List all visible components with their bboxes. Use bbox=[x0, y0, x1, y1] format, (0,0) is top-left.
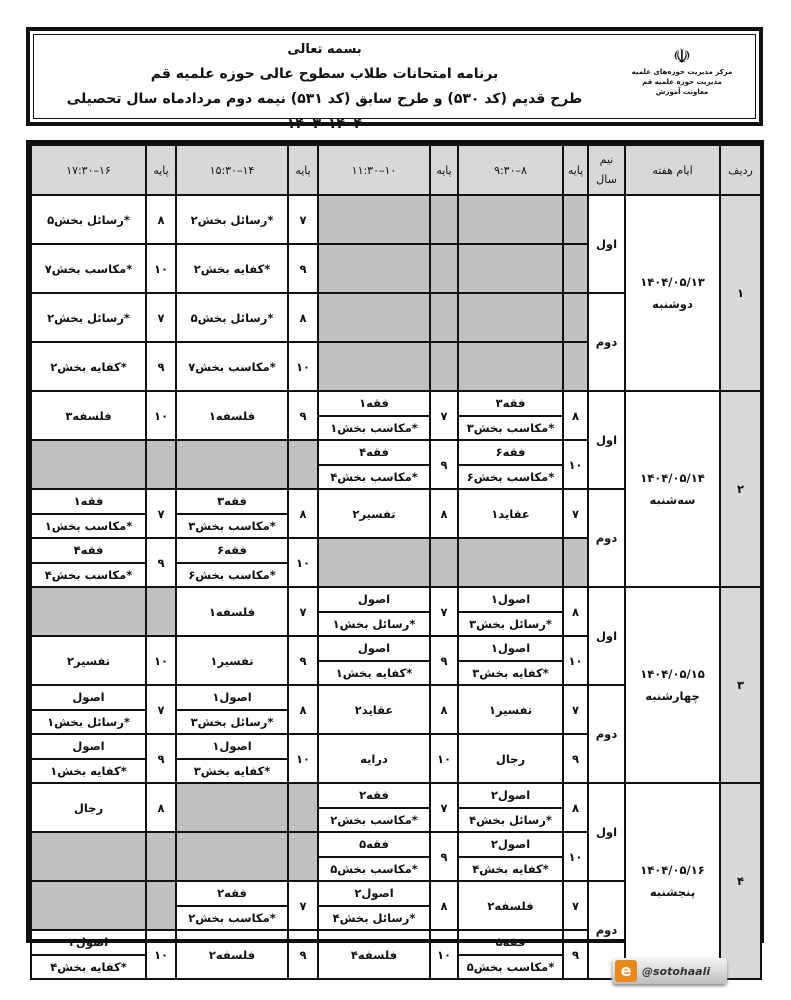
exam-subject: اصول۱ bbox=[458, 587, 563, 612]
empty-slot bbox=[31, 881, 146, 930]
grade-level: ۷ bbox=[430, 391, 458, 440]
exam-subject: اصول۱ bbox=[176, 734, 288, 759]
grade-level: ۸ bbox=[146, 195, 176, 244]
grade-level: ۷ bbox=[430, 587, 458, 636]
grade-level: ۸ bbox=[430, 489, 458, 538]
exam-subject: تفسیر۱ bbox=[176, 636, 288, 685]
semester-half: اول bbox=[588, 195, 625, 293]
grade-level: ۸ bbox=[288, 685, 318, 734]
grade-level: ۷ bbox=[146, 685, 176, 734]
grade-level: ۹ bbox=[563, 930, 588, 979]
exam-subject: عقاید۲ bbox=[318, 685, 430, 734]
exam-subject: فقه۱ bbox=[318, 391, 430, 416]
column-header-slot-3: ۱۴–۱۵:۳۰ bbox=[176, 145, 288, 195]
exam-date: ۱۴۰۴/۰۵/۱۳ bbox=[640, 275, 705, 289]
grade-level: ۸ bbox=[146, 783, 176, 832]
exam-day bbox=[625, 391, 720, 587]
empty-slot bbox=[318, 244, 430, 293]
schedule-subtitle: طرح قدیم (کد ۵۳۰) و طرح سابق (کد ۵۳۱) نیمه دوم مردادماه سال تحصیلی ۱۴۰۴–۱۴۰۳ bbox=[66, 91, 583, 132]
grade-level: ۱۰ bbox=[146, 636, 176, 685]
exam-subject: اصول bbox=[318, 636, 430, 661]
grade-level: ۷ bbox=[146, 293, 176, 342]
grade-level bbox=[288, 440, 318, 489]
exam-subject: فقه۴ bbox=[31, 538, 146, 563]
exam-subject-section: *رسائل بخش۳ bbox=[176, 710, 288, 735]
exam-subject: فقه۶ bbox=[176, 538, 288, 563]
grade-level: ۱۰ bbox=[563, 832, 588, 881]
grade-level: ۷ bbox=[288, 195, 318, 244]
grade-level: ۷ bbox=[563, 881, 588, 930]
semester-half: اول bbox=[588, 391, 625, 489]
grade-level bbox=[563, 293, 588, 342]
exam-date: ۱۴۰۴/۰۵/۱۵ bbox=[640, 667, 705, 681]
exam-subject-section: *مکاسب بخش۶ bbox=[176, 563, 288, 588]
exam-subject: فقه۱ bbox=[31, 489, 146, 514]
exam-subject: اصول۱ bbox=[458, 636, 563, 661]
semester-half: دوم bbox=[588, 293, 625, 391]
grade-level: ۱۰ bbox=[288, 734, 318, 783]
exam-subject: *کفایه بخش۲ bbox=[31, 342, 146, 391]
schedule-title: برنامه امتحانات طلاب سطوح عالی حوزه علمیه قم bbox=[150, 66, 499, 82]
exam-subject: *رسائل بخش۲ bbox=[176, 195, 288, 244]
emblem-icon: ☫ bbox=[673, 44, 691, 68]
exam-subject: *مکاسب بخش۷ bbox=[31, 244, 146, 293]
exam-subject: فقه۴ bbox=[318, 440, 430, 465]
exam-subject: اصول۱ bbox=[176, 685, 288, 710]
grade-level bbox=[146, 440, 176, 489]
column-header-paye-2: پایه bbox=[430, 145, 458, 195]
grade-level: ۷ bbox=[430, 783, 458, 832]
row-number: ۲ bbox=[720, 391, 761, 587]
grade-level: ۹ bbox=[146, 734, 176, 783]
exam-weekday: چهارشنبه bbox=[645, 689, 700, 703]
exam-subject: اصول bbox=[318, 587, 430, 612]
exam-subject: اصول bbox=[31, 685, 146, 710]
exam-subject: *مکاسب بخش۷ bbox=[176, 342, 288, 391]
exam-date: ۱۴۰۴/۰۵/۱۴ bbox=[640, 471, 705, 485]
grade-level: ۱۰ bbox=[146, 244, 176, 293]
exam-subject-section: *رسائل بخش۴ bbox=[458, 808, 563, 833]
exam-subject: رجال bbox=[31, 783, 146, 832]
grade-level: ۸ bbox=[563, 783, 588, 832]
exam-subject: اصول۲ bbox=[458, 783, 563, 808]
grade-level: ۹ bbox=[563, 734, 588, 783]
semester-half: دوم bbox=[588, 489, 625, 587]
empty-slot bbox=[458, 342, 563, 391]
empty-slot bbox=[318, 195, 430, 244]
exam-subject: فلسفه۳ bbox=[31, 391, 146, 440]
header-titles bbox=[60, 37, 589, 137]
exam-subject: رجال bbox=[458, 734, 563, 783]
exam-subject-section: *مکاسب بخش۴ bbox=[318, 465, 430, 490]
grade-level: ۹ bbox=[430, 832, 458, 881]
semester-half: اول bbox=[588, 587, 625, 685]
grade-level: ۹ bbox=[146, 538, 176, 587]
exam-subject: فلسفه۴ bbox=[318, 930, 430, 979]
exam-subject: فلسفه۱ bbox=[176, 391, 288, 440]
grade-level: ۷ bbox=[563, 685, 588, 734]
row-number: ۳ bbox=[720, 587, 761, 783]
grade-level: ۷ bbox=[288, 587, 318, 636]
table-body bbox=[31, 195, 761, 979]
column-header-paye-4: پایه bbox=[146, 145, 176, 195]
exam-subject-section: *کفایه بخش۴ bbox=[31, 955, 146, 980]
exam-day bbox=[625, 783, 720, 979]
exam-subject: تفسیر۲ bbox=[318, 489, 430, 538]
grade-level: ۷ bbox=[146, 489, 176, 538]
exam-subject: فقه۳ bbox=[458, 391, 563, 416]
exam-subject-section: *مکاسب بخش۱ bbox=[31, 514, 146, 539]
exam-subject: فقه۳ bbox=[176, 489, 288, 514]
grade-level: ۸ bbox=[563, 587, 588, 636]
exam-subject: *رسائل بخش۲ bbox=[31, 293, 146, 342]
grade-level: ۹ bbox=[288, 391, 318, 440]
logo-line-3: معاونت آموزش bbox=[655, 88, 709, 96]
empty-slot bbox=[31, 587, 146, 636]
exam-subject: فقه۲ bbox=[176, 881, 288, 906]
row-number: ۴ bbox=[720, 783, 761, 979]
column-header-half: نیم سال bbox=[588, 145, 625, 195]
exam-subject-section: *رسائل بخش۱ bbox=[318, 612, 430, 637]
exam-subject-section: *کفایه بخش۴ bbox=[458, 857, 563, 882]
grade-level: ۸ bbox=[430, 685, 458, 734]
column-header-slot-1: ۸–۹:۳۰ bbox=[458, 145, 563, 195]
table-row bbox=[31, 587, 761, 612]
grade-level bbox=[430, 293, 458, 342]
column-header-paye-3: پایه bbox=[288, 145, 318, 195]
grade-level: ۸ bbox=[288, 293, 318, 342]
exam-subject: اصول۲ bbox=[458, 832, 563, 857]
grade-level: ۹ bbox=[288, 244, 318, 293]
grade-level: ۱۰ bbox=[146, 930, 176, 979]
exam-subject: تفسیر۱ bbox=[458, 685, 563, 734]
column-header-slot-2: ۱۰–۱۱:۳۰ bbox=[318, 145, 430, 195]
grade-level bbox=[288, 783, 318, 832]
column-header-paye-1: پایه bbox=[563, 145, 588, 195]
empty-slot bbox=[458, 244, 563, 293]
exam-subject-section: *کفایه بخش۱ bbox=[318, 661, 430, 686]
grade-level bbox=[563, 538, 588, 587]
exam-subject: درایه bbox=[318, 734, 430, 783]
empty-slot bbox=[458, 293, 563, 342]
grade-level: ۱۰ bbox=[288, 538, 318, 587]
exam-subject-section: *کفایه بخش۱ bbox=[31, 759, 146, 784]
empty-slot bbox=[176, 832, 288, 881]
row-number: ۱ bbox=[720, 195, 761, 391]
exam-subject-section: *کفایه بخش۳ bbox=[458, 661, 563, 686]
empty-slot bbox=[31, 832, 146, 881]
exam-subject-section: *مکاسب بخش۳ bbox=[176, 514, 288, 539]
exam-day bbox=[625, 195, 720, 391]
grade-level: ۱۰ bbox=[563, 440, 588, 489]
grade-level: ۸ bbox=[430, 881, 458, 930]
grade-level: ۱۰ bbox=[430, 734, 458, 783]
exam-subject-section: *مکاسب بخش۴ bbox=[31, 563, 146, 588]
empty-slot bbox=[458, 538, 563, 587]
exam-subject: تفسیر۲ bbox=[31, 636, 146, 685]
grade-level: ۱۰ bbox=[430, 930, 458, 979]
grade-level: ۸ bbox=[563, 391, 588, 440]
exam-subject-section: *مکاسب بخش۲ bbox=[176, 906, 288, 931]
exam-subject: اصول۲ bbox=[31, 930, 146, 955]
exam-subject-section: *مکاسب بخش۶ bbox=[458, 465, 563, 490]
exam-subject: *رسائل بخش۵ bbox=[176, 293, 288, 342]
grade-level bbox=[563, 342, 588, 391]
exam-subject: فقه۶ bbox=[458, 440, 563, 465]
empty-slot bbox=[458, 195, 563, 244]
grade-level bbox=[288, 832, 318, 881]
exam-subject-section: *مکاسب بخش۲ bbox=[318, 808, 430, 833]
exam-subject-section: *مکاسب بخش۳ bbox=[458, 416, 563, 441]
table-row bbox=[31, 391, 761, 416]
exam-subject-section: *رسائل بخش۱ bbox=[31, 710, 146, 735]
exam-subject: فقه۲ bbox=[318, 783, 430, 808]
invocation-title: بسمه تعالی bbox=[287, 42, 362, 57]
grade-level bbox=[146, 832, 176, 881]
grade-level: ۷ bbox=[288, 881, 318, 930]
watermark-handle: @sotohaali bbox=[642, 964, 711, 978]
grade-level bbox=[430, 342, 458, 391]
document-header bbox=[26, 27, 763, 132]
exam-subject: فلسفه۱ bbox=[176, 587, 288, 636]
column-header-slot-4: ۱۶–۱۷:۳۰ bbox=[31, 145, 146, 195]
empty-slot bbox=[318, 538, 430, 587]
exam-weekday: سه‌شنبه bbox=[649, 493, 696, 507]
channel-logo-icon: e bbox=[615, 960, 637, 982]
semester-half: دوم bbox=[588, 881, 625, 979]
empty-slot bbox=[176, 440, 288, 489]
grade-level: ۹ bbox=[288, 930, 318, 979]
logo-line-2: مدیریت حوزه علمیه قم bbox=[642, 78, 722, 86]
grade-level: ۱۰ bbox=[563, 636, 588, 685]
exam-subject: فلسفه۲ bbox=[458, 881, 563, 930]
organization-logo bbox=[627, 45, 737, 97]
exam-weekday: دوشنبه bbox=[652, 297, 693, 311]
empty-slot bbox=[176, 783, 288, 832]
grade-level bbox=[146, 881, 176, 930]
grade-level: ۸ bbox=[288, 489, 318, 538]
empty-slot bbox=[318, 293, 430, 342]
exam-weekday: پنجشنبه bbox=[649, 885, 696, 899]
grade-level bbox=[563, 195, 588, 244]
exam-subject: فقه۵ bbox=[318, 832, 430, 857]
exam-subject: فلسفه۲ bbox=[176, 930, 288, 979]
grade-level bbox=[146, 587, 176, 636]
exam-subject: اصول bbox=[31, 734, 146, 759]
column-header-radif: ردیف bbox=[720, 145, 761, 195]
exam-subject: فقه۵ bbox=[458, 930, 563, 955]
exam-subject: *کفایه بخش۲ bbox=[176, 244, 288, 293]
exam-subject-section: *مکاسب بخش۵ bbox=[458, 955, 563, 980]
grade-level bbox=[430, 244, 458, 293]
table-header-row bbox=[31, 145, 761, 195]
grade-level: ۱۰ bbox=[288, 342, 318, 391]
exam-date: ۱۴۰۴/۰۵/۱۶ bbox=[640, 863, 705, 877]
exam-subject: اصول۲ bbox=[318, 881, 430, 906]
exam-subject-section: *رسائل بخش۳ bbox=[458, 612, 563, 637]
exam-day bbox=[625, 587, 720, 783]
logo-line-1: مرکز مدیریت حوزه‌های علمیه bbox=[631, 68, 733, 76]
watermark-badge bbox=[612, 958, 727, 984]
exam-subject-section: *مکاسب بخش۱ bbox=[318, 416, 430, 441]
grade-level: ۹ bbox=[430, 440, 458, 489]
empty-slot bbox=[31, 440, 146, 489]
grade-level bbox=[430, 195, 458, 244]
grade-level: ۷ bbox=[563, 489, 588, 538]
exam-subject-section: *کفایه بخش۳ bbox=[176, 759, 288, 784]
semester-half: دوم bbox=[588, 685, 625, 783]
exam-subject: عقاید۱ bbox=[458, 489, 563, 538]
table-row bbox=[31, 783, 761, 808]
exam-subject-section: *رسائل بخش۴ bbox=[318, 906, 430, 931]
exam-subject-section: *مکاسب بخش۵ bbox=[318, 857, 430, 882]
grade-level: ۹ bbox=[146, 342, 176, 391]
grade-level: ۹ bbox=[430, 636, 458, 685]
exam-subject: *رسائل بخش۵ bbox=[31, 195, 146, 244]
exam-schedule-table bbox=[30, 144, 762, 980]
semester-half: اول bbox=[588, 783, 625, 881]
table-row bbox=[31, 195, 761, 220]
grade-level bbox=[563, 244, 588, 293]
grade-level: ۱۰ bbox=[146, 391, 176, 440]
grade-level bbox=[430, 538, 458, 587]
grade-level: ۹ bbox=[288, 636, 318, 685]
column-header-day: ایام هفته bbox=[625, 145, 720, 195]
empty-slot bbox=[318, 342, 430, 391]
